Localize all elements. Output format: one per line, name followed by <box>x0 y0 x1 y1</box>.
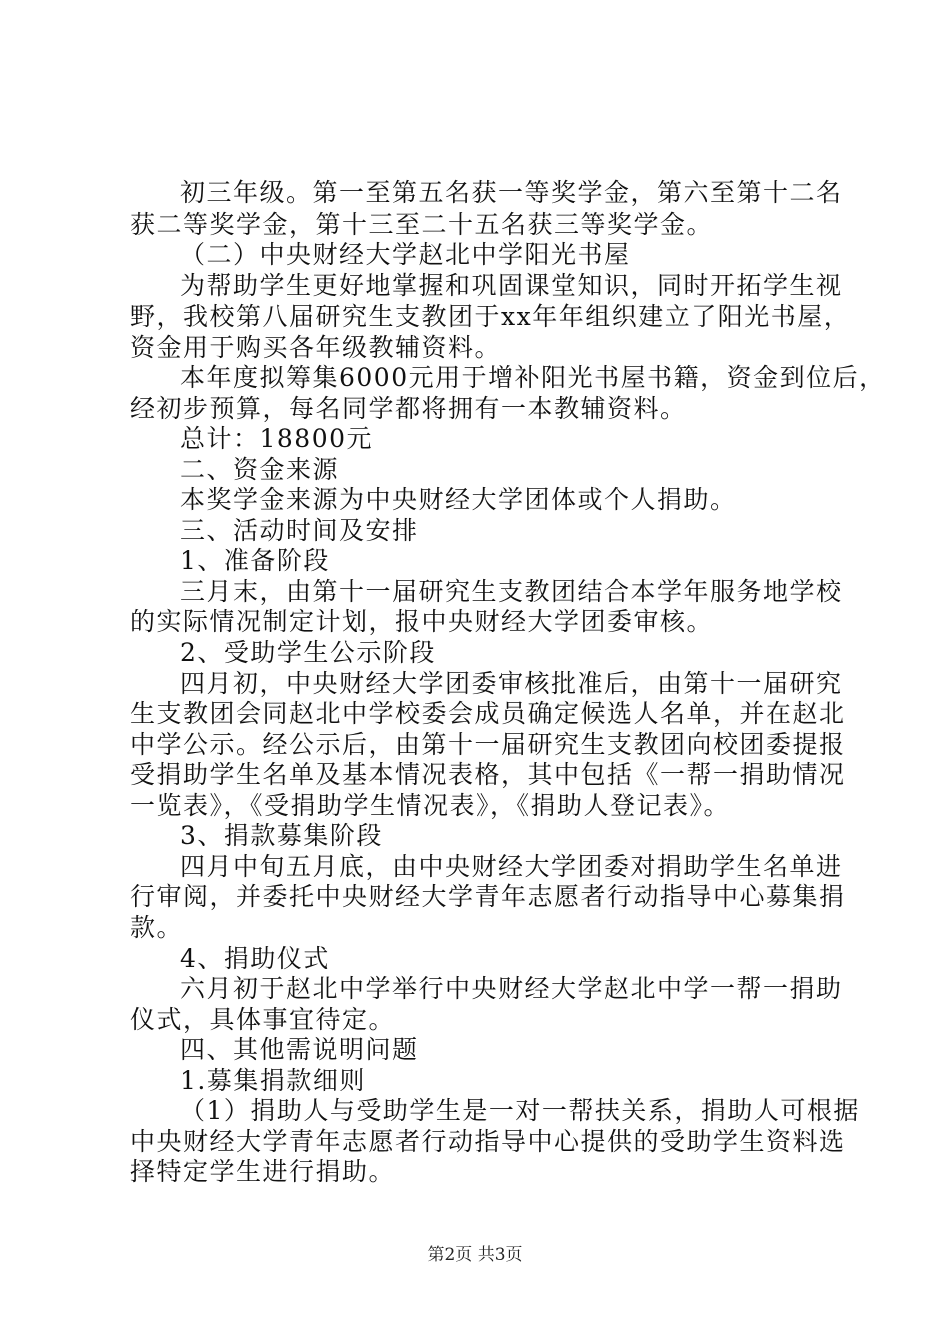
paragraph-line: 的实际情况制定计划，报中央财经大学团委审核。 <box>130 607 714 636</box>
paragraph-line: 三月末，由第十一届研究生支教团结合本学年服务地学校 <box>180 577 843 606</box>
paragraph-line: 初三年级。第一至第五名获一等奖学金，第六至第十二名 <box>180 178 843 207</box>
paragraph-line: 六月初于赵北中学举行中央财经大学赵北中学一帮一捐助 <box>180 974 843 1003</box>
section-heading: 三、活动时间及安排 <box>180 516 419 545</box>
paragraph-line: 经初步预算，每名同学都将拥有一本教辅资料。 <box>130 394 687 423</box>
paragraph-line: 仪式，具体事宜待定。 <box>130 1005 396 1034</box>
paragraph-line: （1）捐助人与受助学生是一对一帮扶关系，捐助人可根据 <box>180 1096 860 1125</box>
paragraph-line: 行审阅，并委托中央财经大学青年志愿者行动指导中心募集捐 <box>130 882 846 911</box>
paragraph-line: 本年度拟筹集6000元用于增补阳光书屋书籍，资金到位后， <box>180 363 886 392</box>
paragraph-line: 四月中旬五月底，由中央财经大学团委对捐助学生名单进 <box>180 852 843 881</box>
paragraph-line: 四月初，中央财经大学团委审核批准后，由第十一届研究 <box>180 669 843 698</box>
paragraph-line: 款。 <box>130 913 184 942</box>
subsection-heading: 4、捐助仪式 <box>180 944 330 973</box>
paragraph-line: 本奖学金来源为中央财经大学团体或个人捐助。 <box>180 485 737 514</box>
subsection-heading: 1.募集捐款细则 <box>180 1066 366 1095</box>
paragraph-line: 受捐助学生名单及基本情况表格，其中包括《一帮一捐助情况 <box>130 760 846 789</box>
paragraph-line: 生支教团会同赵北中学校委会成员确定候选人名单，并在赵北 <box>130 699 846 728</box>
paragraph-line: 中学公示。经公示后，由第十一届研究生支教团向校团委提报 <box>130 730 846 759</box>
paragraph-line: 择特定学生进行捐助。 <box>130 1157 396 1186</box>
paragraph-line: 野，我校第八届研究生支教团于xx年年组织建立了阳光书屋， <box>130 302 851 331</box>
subsection-heading: 2、受助学生公示阶段 <box>180 638 436 667</box>
paragraph-line: 获二等奖学金，第十三至二十五名获三等奖学金。 <box>130 210 714 239</box>
subsection-heading: 3、捐款募集阶段 <box>180 821 383 850</box>
paragraph-line: 一览表》，《受捐助学生情况表》，《捐助人登记表》。 <box>130 791 731 820</box>
total-line: 总计：18800元 <box>180 424 374 453</box>
paragraph-line: 中央财经大学青年志愿者行动指导中心提供的受助学生资料选 <box>130 1127 846 1156</box>
paragraph-line: 为帮助学生更好地掌握和巩固课堂知识，同时开拓学生视 <box>180 271 843 300</box>
subsection-heading: 1、准备阶段 <box>180 546 330 575</box>
page-number-footer: 第2页 共3页 <box>427 1245 523 1265</box>
section-heading: 二、资金来源 <box>180 455 340 484</box>
section-heading: （二）中央财经大学赵北中学阳光书屋 <box>180 240 631 269</box>
section-heading: 四、其他需说明问题 <box>180 1035 419 1064</box>
paragraph-line: 资金用于购买各年级教辅资料。 <box>130 333 502 362</box>
